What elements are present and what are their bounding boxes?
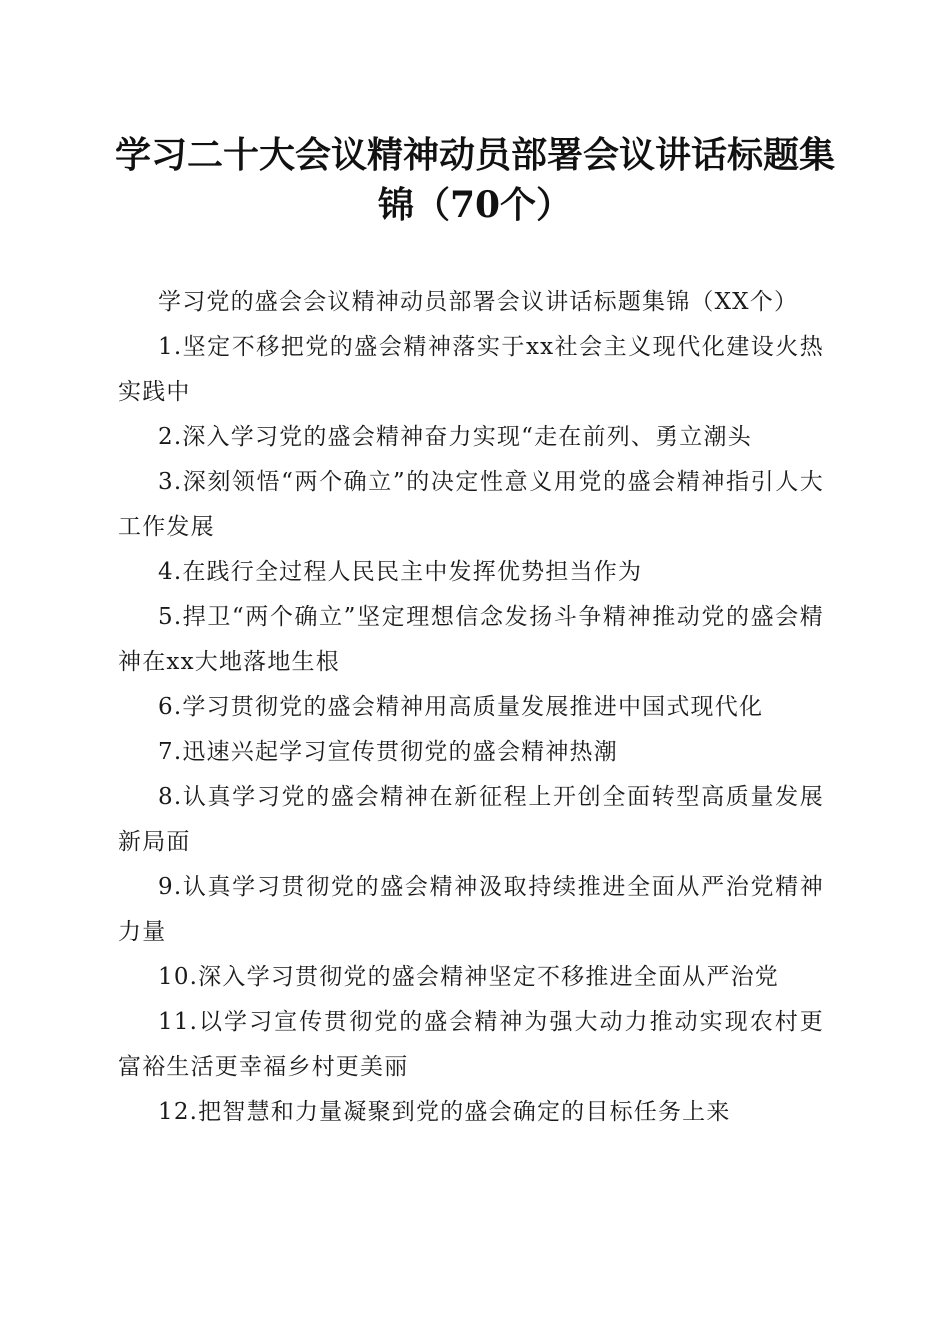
document-body [118,280,824,1135]
list-item: 3.深刻领悟“两个确立”的决定性意义用党的盛会精神指引人大工作发展 [118,469,824,540]
document-title: 学习二十大会议精神动员部署会议讲话标题集锦（70个） [114,134,835,226]
list-item: 4.在践行全过程人民民主中发挥优势担当作为 [158,559,643,585]
list-item: 2.深入学习党的盛会精神奋力实现“走在前列、勇立潮头 [158,424,752,450]
list-item: 6.学习贯彻党的盛会精神用高质量发展推进中国式现代化 [158,694,764,720]
list-item: 1.坚定不移把党的盛会精神落实于xx社会主义现代化建设火热实践中 [118,334,824,405]
list-item: 10.深入学习贯彻党的盛会精神坚定不移推进全面从严治党 [158,964,779,990]
list-item: 12.把智慧和力量凝聚到党的盛会确定的目标任务上来 [158,1099,731,1125]
intro-paragraph: 学习党的盛会会议精神动员部署会议讲话标题集锦（XX个） [158,289,799,315]
list-item: 5.捍卫“两个确立”坚定理想信念发扬斗争精神推动党的盛会精神在xx大地落地生根 [118,604,824,675]
list-item: 9.认真学习贯彻党的盛会精神汲取持续推进全面从严治党精神力量 [118,874,824,945]
list-item: 11.以学习宣传贯彻党的盛会精神为强大动力推动实现农村更富裕生活更幸福乡村更美丽 [118,1009,824,1080]
list-item: 8.认真学习党的盛会精神在新征程上开创全面转型高质量发展新局面 [118,784,824,855]
list-item: 7.迅速兴起学习宣传贯彻党的盛会精神热潮 [158,739,618,765]
